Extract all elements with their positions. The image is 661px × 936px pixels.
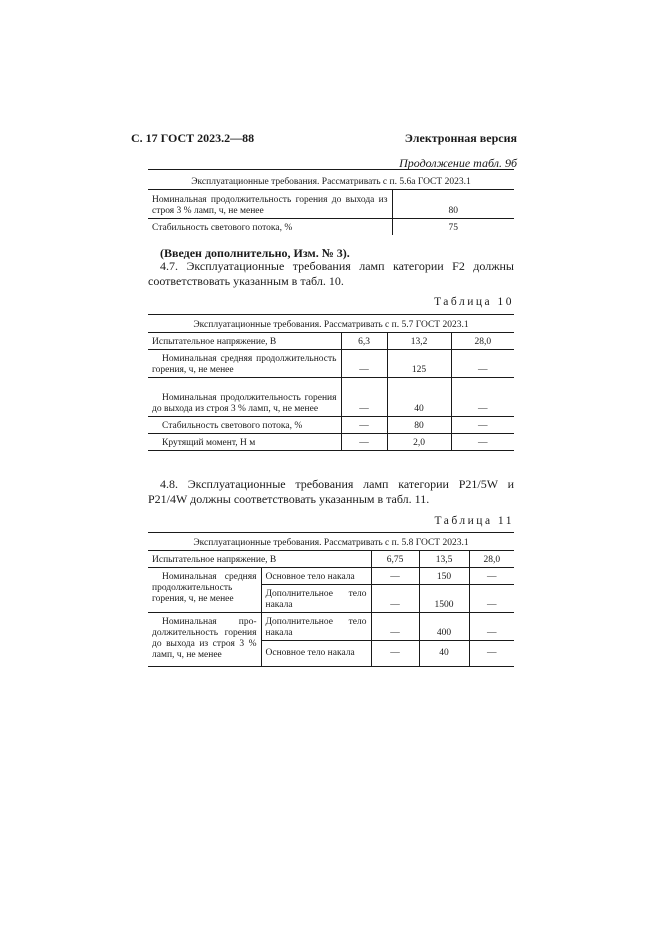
group-label: Номинальная средняя продолжительность горения, ч, не менее: [148, 568, 261, 613]
row-sublabel: Дополнительное тело накала: [261, 585, 371, 613]
row-value: —: [341, 378, 387, 417]
row-label: Стабильность светового потока, %: [148, 417, 341, 434]
row-value: —: [469, 641, 514, 667]
table-title-row: [148, 170, 514, 190]
row-value: —: [451, 350, 514, 378]
group-label: Номинальная продолжительность горения до выхода из строя 3 % ламп, ч, не менее: [148, 613, 261, 667]
row-value: 150: [419, 568, 469, 585]
table-title: Эксплуатационные требования. Рассматривать с п. 5.8 ГОСТ 2023.1: [148, 533, 514, 551]
row-value: —: [341, 417, 387, 434]
header-col: 6,75: [371, 551, 419, 568]
table-row: [148, 417, 514, 434]
row-value: —: [469, 613, 514, 641]
table-row: [148, 219, 514, 235]
row-value: 40: [419, 641, 469, 667]
table-title-row: [148, 315, 514, 333]
row-value: —: [371, 585, 419, 613]
row-label: Крутящий момент, Н м: [148, 434, 341, 451]
row-value: 40: [387, 378, 451, 417]
row-value: —: [469, 585, 514, 613]
row-label: Номинальная продолжительность горения до выхода из строя 3 % ламп, ч, не менее: [148, 190, 392, 219]
row-value: —: [341, 434, 387, 451]
header-col: 6,3: [341, 333, 387, 350]
table-title: Эксплуатационные требования. Рассматривать с п. 5.6а ГОСТ 2023.1: [148, 170, 514, 190]
table-11-caption: Таблица 11: [434, 515, 514, 527]
header-col: 13,2: [387, 333, 451, 350]
row-value: 75: [392, 219, 514, 235]
page-header-right: Электронная версия: [404, 131, 517, 145]
row-value: 80: [387, 417, 451, 434]
row-value: —: [371, 641, 419, 667]
table-10-caption: Таблица 10: [434, 296, 514, 308]
table-row: [148, 350, 514, 378]
header-label: Испытательное напряжение, В: [148, 551, 371, 568]
table-10: [148, 314, 514, 451]
table-row: [148, 613, 514, 641]
paragraph-4-7: 4.7. Эксплуатационные требования ламп категории F2 должны соответствовать указанным в табл. 10.: [148, 259, 514, 288]
row-value: —: [341, 350, 387, 378]
header-col: 28,0: [451, 333, 514, 350]
row-value: —: [469, 568, 514, 585]
row-sublabel: Дополнительное тело накала: [261, 613, 371, 641]
paragraph-4-8: 4.8. Эксплуатационные требования ламп категории P21/5W и P21/4W должны соответствовать указанным в табл. 11.: [148, 477, 514, 506]
row-value: —: [451, 417, 514, 434]
row-label: Номинальная средняя продолжительность горения, ч, не менее: [148, 350, 341, 378]
header-col: 13,5: [419, 551, 469, 568]
row-value: —: [371, 568, 419, 585]
header-col: 28,0: [469, 551, 514, 568]
table-row: [148, 434, 514, 451]
table-9: [148, 169, 514, 235]
row-value: —: [451, 434, 514, 451]
table-9-continuation-caption: Продолжение табл. 9б: [399, 156, 517, 170]
row-value: —: [371, 613, 419, 641]
table-11: [148, 532, 514, 667]
row-value: 2,0: [387, 434, 451, 451]
row-value: 80: [392, 190, 514, 219]
table-row: [148, 190, 514, 219]
row-label: Номинальная продолжительность горения до выхода из строя 3 % ламп, ч, не менее: [148, 378, 341, 417]
table-row: [148, 568, 514, 585]
row-value: —: [451, 378, 514, 417]
page-header-left: С. 17 ГОСТ 2023.2—88: [131, 131, 255, 145]
row-value: 1500: [419, 585, 469, 613]
row-value: 125: [387, 350, 451, 378]
row-sublabel: Основное тело накала: [261, 568, 371, 585]
header-label: Испытательное напряжение, В: [148, 333, 341, 350]
table-title-row: [148, 533, 514, 551]
table-title: Эксплуатационные требования. Рассматривать с п. 5.7 ГОСТ 2023.1: [148, 315, 514, 333]
table-header-row: [148, 551, 514, 568]
table-row: [148, 378, 514, 417]
row-sublabel: Основное тело накала: [261, 641, 371, 667]
row-value: 400: [419, 613, 469, 641]
amendment-note: (Введен дополнительно, Изм. № 3).: [160, 246, 350, 260]
row-label: Стабильность светового потока, %: [148, 219, 392, 235]
table-header-row: [148, 333, 514, 350]
